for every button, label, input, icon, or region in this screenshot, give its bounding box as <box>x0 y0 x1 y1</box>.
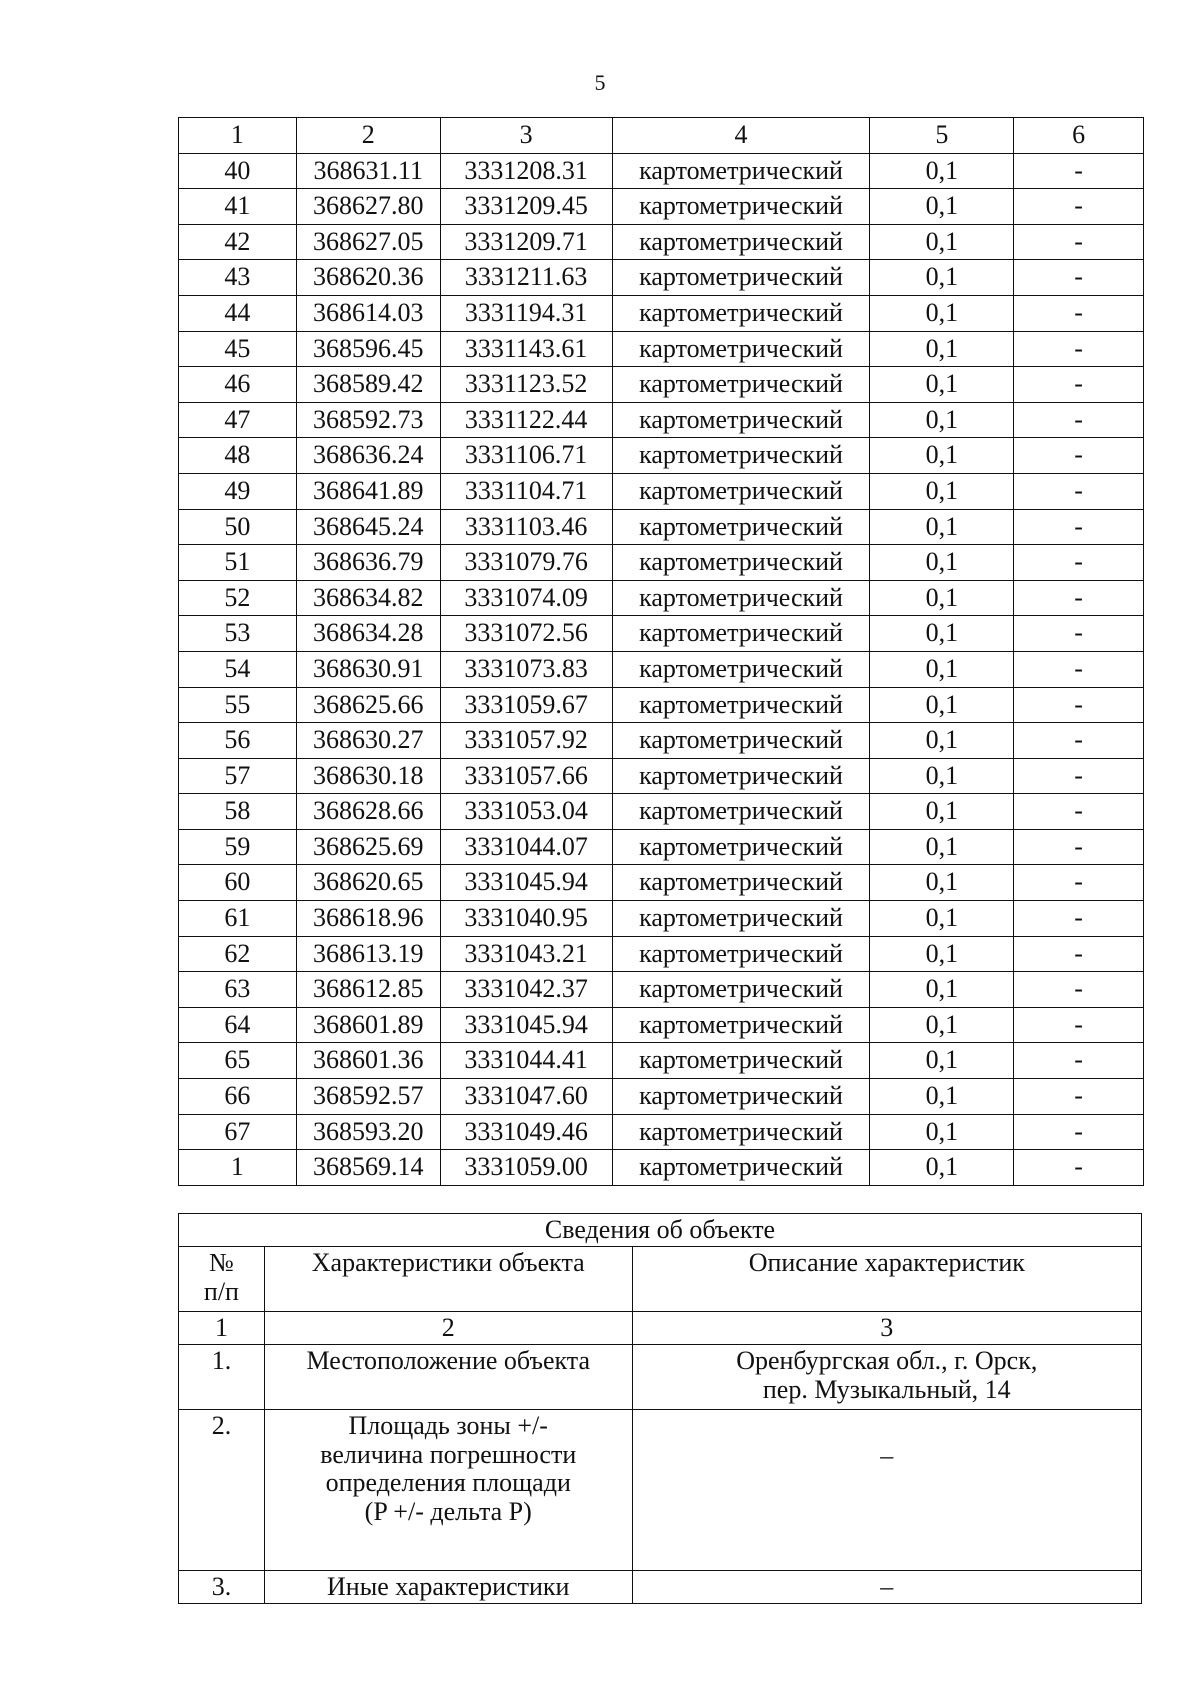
point-number-cell: 60 <box>179 865 297 901</box>
accuracy-cell: 0,1 <box>870 1150 1014 1186</box>
point-number-cell: 53 <box>179 616 297 652</box>
info-row-other <box>179 1571 1142 1604</box>
x-coordinate-cell: 368569.14 <box>296 1150 440 1186</box>
accuracy-cell: 0,1 <box>870 616 1014 652</box>
row-number: 1. <box>179 1345 265 1410</box>
description-cell: - <box>1014 865 1144 901</box>
description-header: Описание характеристик <box>632 1247 1141 1312</box>
point-number-cell: 49 <box>179 473 297 509</box>
x-coordinate-cell: 368593.20 <box>296 1114 440 1150</box>
table-row <box>179 153 1144 189</box>
x-coordinate-cell: 368634.28 <box>296 616 440 652</box>
y-coordinate-cell: 3331073.83 <box>440 651 612 687</box>
y-coordinate-cell: 3331059.67 <box>440 687 612 723</box>
area-name-line-2: величина погрешности <box>320 1439 577 1469</box>
method-cell: картометрический <box>612 794 870 830</box>
x-coordinate-cell: 368613.19 <box>296 936 440 972</box>
y-coordinate-cell: 3331208.31 <box>440 153 612 189</box>
method-cell: картометрический <box>612 758 870 794</box>
point-number-cell: 44 <box>179 295 297 331</box>
description-cell: - <box>1014 972 1144 1008</box>
y-coordinate-cell: 3331123.52 <box>440 367 612 403</box>
y-coordinate-cell: 3331079.76 <box>440 545 612 581</box>
point-number-cell: 57 <box>179 758 297 794</box>
table-row <box>179 224 1144 260</box>
point-number-cell: 66 <box>179 1079 297 1115</box>
description-cell: - <box>1014 402 1144 438</box>
point-number-cell: 65 <box>179 1043 297 1079</box>
location-line-1: Оренбургская обл., г. Орск, <box>736 1346 1038 1375</box>
table-row <box>179 723 1144 759</box>
accuracy-cell: 0,1 <box>870 972 1014 1008</box>
y-coordinate-cell: 3331043.21 <box>440 936 612 972</box>
point-number-cell: 55 <box>179 687 297 723</box>
description-cell: - <box>1014 545 1144 581</box>
x-coordinate-cell: 368614.03 <box>296 295 440 331</box>
characteristics-header: Характеристики объекта <box>264 1247 632 1312</box>
point-number-cell: 42 <box>179 224 297 260</box>
table-row <box>179 331 1144 367</box>
characteristic-value: – <box>632 1410 1141 1571</box>
accuracy-cell: 0,1 <box>870 331 1014 367</box>
column-number: 5 <box>870 118 1014 154</box>
description-cell: - <box>1014 758 1144 794</box>
accuracy-cell: 0,1 <box>870 295 1014 331</box>
info-row-location <box>179 1345 1142 1410</box>
y-coordinate-cell: 3331045.94 <box>440 865 612 901</box>
method-cell: картометрический <box>612 1150 870 1186</box>
x-coordinate-cell: 368630.18 <box>296 758 440 794</box>
point-number-cell: 40 <box>179 153 297 189</box>
x-coordinate-cell: 368636.79 <box>296 545 440 581</box>
description-cell: - <box>1014 1114 1144 1150</box>
x-coordinate-cell: 368627.05 <box>296 224 440 260</box>
x-coordinate-cell: 368628.66 <box>296 794 440 830</box>
method-cell: картометрический <box>612 901 870 937</box>
table-row <box>179 367 1144 403</box>
x-coordinate-cell: 368618.96 <box>296 901 440 937</box>
accuracy-cell: 0,1 <box>870 260 1014 296</box>
method-cell: картометрический <box>612 509 870 545</box>
accuracy-cell: 0,1 <box>870 224 1014 260</box>
point-number-cell: 46 <box>179 367 297 403</box>
y-coordinate-cell: 3331049.46 <box>440 1114 612 1150</box>
table-row <box>179 1007 1144 1043</box>
accuracy-cell: 0,1 <box>870 723 1014 759</box>
method-cell: картометрический <box>612 616 870 652</box>
table-row <box>179 295 1144 331</box>
description-cell: - <box>1014 1150 1144 1186</box>
description-cell: - <box>1014 295 1144 331</box>
table-row <box>179 1114 1144 1150</box>
y-coordinate-cell: 3331059.00 <box>440 1150 612 1186</box>
method-cell: картометрический <box>612 295 870 331</box>
accuracy-cell: 0,1 <box>870 473 1014 509</box>
description-cell: - <box>1014 901 1144 937</box>
description-cell: - <box>1014 1007 1144 1043</box>
point-number-cell: 58 <box>179 794 297 830</box>
method-cell: картометрический <box>612 1043 870 1079</box>
point-number-cell: 50 <box>179 509 297 545</box>
description-cell: - <box>1014 580 1144 616</box>
accuracy-cell: 0,1 <box>870 367 1014 403</box>
accuracy-cell: 0,1 <box>870 1114 1014 1150</box>
y-coordinate-cell: 3331057.66 <box>440 758 612 794</box>
table-row <box>179 616 1144 652</box>
table-row <box>179 687 1144 723</box>
accuracy-cell: 0,1 <box>870 687 1014 723</box>
description-cell: - <box>1014 260 1144 296</box>
info-header-row <box>179 1247 1142 1312</box>
column-number: 4 <box>612 118 870 154</box>
column-number: 6 <box>1014 118 1144 154</box>
point-number-cell: 62 <box>179 936 297 972</box>
description-cell: - <box>1014 367 1144 403</box>
table-row <box>179 758 1144 794</box>
accuracy-cell: 0,1 <box>870 580 1014 616</box>
column-number: 3 <box>440 118 612 154</box>
accuracy-cell: 0,1 <box>870 189 1014 225</box>
accuracy-cell: 0,1 <box>870 545 1014 581</box>
method-cell: картометрический <box>612 153 870 189</box>
column-number: 1 <box>179 1312 265 1345</box>
y-coordinate-cell: 3331143.61 <box>440 331 612 367</box>
y-coordinate-cell: 3331057.92 <box>440 723 612 759</box>
x-coordinate-cell: 368612.85 <box>296 972 440 1008</box>
table-row <box>179 189 1144 225</box>
description-cell: - <box>1014 331 1144 367</box>
y-coordinate-cell: 3331053.04 <box>440 794 612 830</box>
description-cell: - <box>1014 723 1144 759</box>
x-coordinate-cell: 368592.73 <box>296 402 440 438</box>
y-coordinate-cell: 3331047.60 <box>440 1079 612 1115</box>
method-cell: картометрический <box>612 580 870 616</box>
x-coordinate-cell: 368645.24 <box>296 509 440 545</box>
y-coordinate-cell: 3331045.94 <box>440 1007 612 1043</box>
x-coordinate-cell: 368636.24 <box>296 438 440 474</box>
description-cell: - <box>1014 153 1144 189</box>
method-cell: картометрический <box>612 402 870 438</box>
method-cell: картометрический <box>612 1114 870 1150</box>
accuracy-cell: 0,1 <box>870 509 1014 545</box>
accuracy-cell: 0,1 <box>870 153 1014 189</box>
accuracy-cell: 0,1 <box>870 901 1014 937</box>
y-coordinate-cell: 3331103.46 <box>440 509 612 545</box>
point-number-cell: 43 <box>179 260 297 296</box>
x-coordinate-cell: 368625.66 <box>296 687 440 723</box>
column-number: 2 <box>264 1312 632 1345</box>
table-row <box>179 936 1144 972</box>
table-row <box>179 260 1144 296</box>
method-cell: картометрический <box>612 545 870 581</box>
characteristic-value: – <box>632 1571 1141 1604</box>
x-coordinate-cell: 368601.36 <box>296 1043 440 1079</box>
area-name-line-1: Площадь зоны +/- <box>348 1411 548 1440</box>
point-number-cell: 54 <box>179 651 297 687</box>
table-row <box>179 865 1144 901</box>
accuracy-cell: 0,1 <box>870 794 1014 830</box>
row-number: 2. <box>179 1410 265 1571</box>
characteristic-value <box>632 1345 1141 1410</box>
y-coordinate-cell: 3331211.63 <box>440 260 612 296</box>
point-number-cell: 63 <box>179 972 297 1008</box>
x-coordinate-cell: 368625.69 <box>296 829 440 865</box>
x-coordinate-cell: 368627.80 <box>296 189 440 225</box>
info-title-row <box>179 1214 1142 1247</box>
point-number-cell: 1 <box>179 1150 297 1186</box>
method-cell: картометрический <box>612 224 870 260</box>
description-cell: - <box>1014 1079 1144 1115</box>
method-cell: картометрический <box>612 651 870 687</box>
method-cell: картометрический <box>612 367 870 403</box>
object-info-table <box>178 1213 1142 1604</box>
characteristic-name <box>264 1410 632 1571</box>
characteristic-name: Иные характеристики <box>264 1571 632 1604</box>
y-coordinate-cell: 3331044.07 <box>440 829 612 865</box>
method-cell: картометрический <box>612 936 870 972</box>
description-cell: - <box>1014 936 1144 972</box>
accuracy-cell: 0,1 <box>870 829 1014 865</box>
method-cell: картометрический <box>612 687 870 723</box>
point-number-cell: 59 <box>179 829 297 865</box>
column-number: 2 <box>296 118 440 154</box>
point-number-cell: 64 <box>179 1007 297 1043</box>
area-name-line-4: (P +/- дельта P) <box>364 1496 532 1526</box>
table-row <box>179 972 1144 1008</box>
point-number-cell: 48 <box>179 438 297 474</box>
accuracy-cell: 0,1 <box>870 402 1014 438</box>
info-column-numbers-row <box>179 1312 1142 1345</box>
x-coordinate-cell: 368601.89 <box>296 1007 440 1043</box>
point-number-cell: 67 <box>179 1114 297 1150</box>
coordinates-header-row <box>179 118 1144 154</box>
method-cell: картометрический <box>612 972 870 1008</box>
method-cell: картометрический <box>612 865 870 901</box>
table-row <box>179 438 1144 474</box>
point-number-cell: 51 <box>179 545 297 581</box>
accuracy-cell: 0,1 <box>870 651 1014 687</box>
info-row-area <box>179 1410 1142 1571</box>
table-row <box>179 794 1144 830</box>
area-name-line-3: определения площади <box>325 1468 571 1498</box>
point-number-cell: 52 <box>179 580 297 616</box>
table-row <box>179 901 1144 937</box>
accuracy-cell: 0,1 <box>870 1043 1014 1079</box>
x-coordinate-cell: 368631.11 <box>296 153 440 189</box>
description-cell: - <box>1014 794 1144 830</box>
accuracy-cell: 0,1 <box>870 936 1014 972</box>
table-row <box>179 473 1144 509</box>
method-cell: картометрический <box>612 1007 870 1043</box>
location-line-2: пер. Музыкальный, 14 <box>762 1374 1011 1404</box>
method-cell: картометрический <box>612 331 870 367</box>
x-coordinate-cell: 368630.27 <box>296 723 440 759</box>
x-coordinate-cell: 368592.57 <box>296 1079 440 1115</box>
table-row <box>179 509 1144 545</box>
point-number-cell: 47 <box>179 402 297 438</box>
y-coordinate-cell: 3331194.31 <box>440 295 612 331</box>
point-number-cell: 56 <box>179 723 297 759</box>
page-number: 5 <box>594 70 606 95</box>
description-cell: - <box>1014 189 1144 225</box>
y-coordinate-cell: 3331074.09 <box>440 580 612 616</box>
table-row <box>179 545 1144 581</box>
column-number: 1 <box>179 118 297 154</box>
description-cell: - <box>1014 829 1144 865</box>
accuracy-cell: 0,1 <box>870 758 1014 794</box>
x-coordinate-cell: 368620.65 <box>296 865 440 901</box>
column-number: 3 <box>632 1312 1141 1345</box>
accuracy-cell: 0,1 <box>870 865 1014 901</box>
y-coordinate-cell: 3331040.95 <box>440 901 612 937</box>
description-cell: - <box>1014 1043 1144 1079</box>
point-number-cell: 45 <box>179 331 297 367</box>
method-cell: картометрический <box>612 473 870 509</box>
method-cell: картометрический <box>612 723 870 759</box>
y-coordinate-cell: 3331122.44 <box>440 402 612 438</box>
x-coordinate-cell: 368620.36 <box>296 260 440 296</box>
description-cell: - <box>1014 651 1144 687</box>
method-cell: картометрический <box>612 189 870 225</box>
table-row <box>179 580 1144 616</box>
table-row <box>179 1079 1144 1115</box>
number-sign: № <box>209 1248 234 1277</box>
number-header <box>179 1247 265 1312</box>
table-row <box>179 1150 1144 1186</box>
description-cell: - <box>1014 616 1144 652</box>
point-number-cell: 61 <box>179 901 297 937</box>
method-cell: картометрический <box>612 1079 870 1115</box>
x-coordinate-cell: 368634.82 <box>296 580 440 616</box>
coordinates-table <box>178 117 1144 1186</box>
accuracy-cell: 0,1 <box>870 1007 1014 1043</box>
description-cell: - <box>1014 224 1144 260</box>
info-table-title: Сведения об объекте <box>179 1214 1142 1247</box>
description-cell: - <box>1014 509 1144 545</box>
method-cell: картометрический <box>612 829 870 865</box>
y-coordinate-cell: 3331042.37 <box>440 972 612 1008</box>
description-cell: - <box>1014 473 1144 509</box>
description-cell: - <box>1014 687 1144 723</box>
y-coordinate-cell: 3331072.56 <box>440 616 612 652</box>
y-coordinate-cell: 3331209.45 <box>440 189 612 225</box>
y-coordinate-cell: 3331104.71 <box>440 473 612 509</box>
method-cell: картометрический <box>612 438 870 474</box>
table-row <box>179 829 1144 865</box>
y-coordinate-cell: 3331106.71 <box>440 438 612 474</box>
table-row <box>179 402 1144 438</box>
description-cell: - <box>1014 438 1144 474</box>
x-coordinate-cell: 368630.91 <box>296 651 440 687</box>
method-cell: картометрический <box>612 260 870 296</box>
x-coordinate-cell: 368596.45 <box>296 331 440 367</box>
x-coordinate-cell: 368641.89 <box>296 473 440 509</box>
x-coordinate-cell: 368589.42 <box>296 367 440 403</box>
table-row <box>179 651 1144 687</box>
row-number: 3. <box>179 1571 265 1604</box>
accuracy-cell: 0,1 <box>870 1079 1014 1115</box>
y-coordinate-cell: 3331044.41 <box>440 1043 612 1079</box>
table-row <box>179 1043 1144 1079</box>
y-coordinate-cell: 3331209.71 <box>440 224 612 260</box>
characteristic-name: Местоположение объекта <box>264 1345 632 1410</box>
point-number-cell: 41 <box>179 189 297 225</box>
number-abbrev: п/п <box>203 1276 239 1306</box>
accuracy-cell: 0,1 <box>870 438 1014 474</box>
